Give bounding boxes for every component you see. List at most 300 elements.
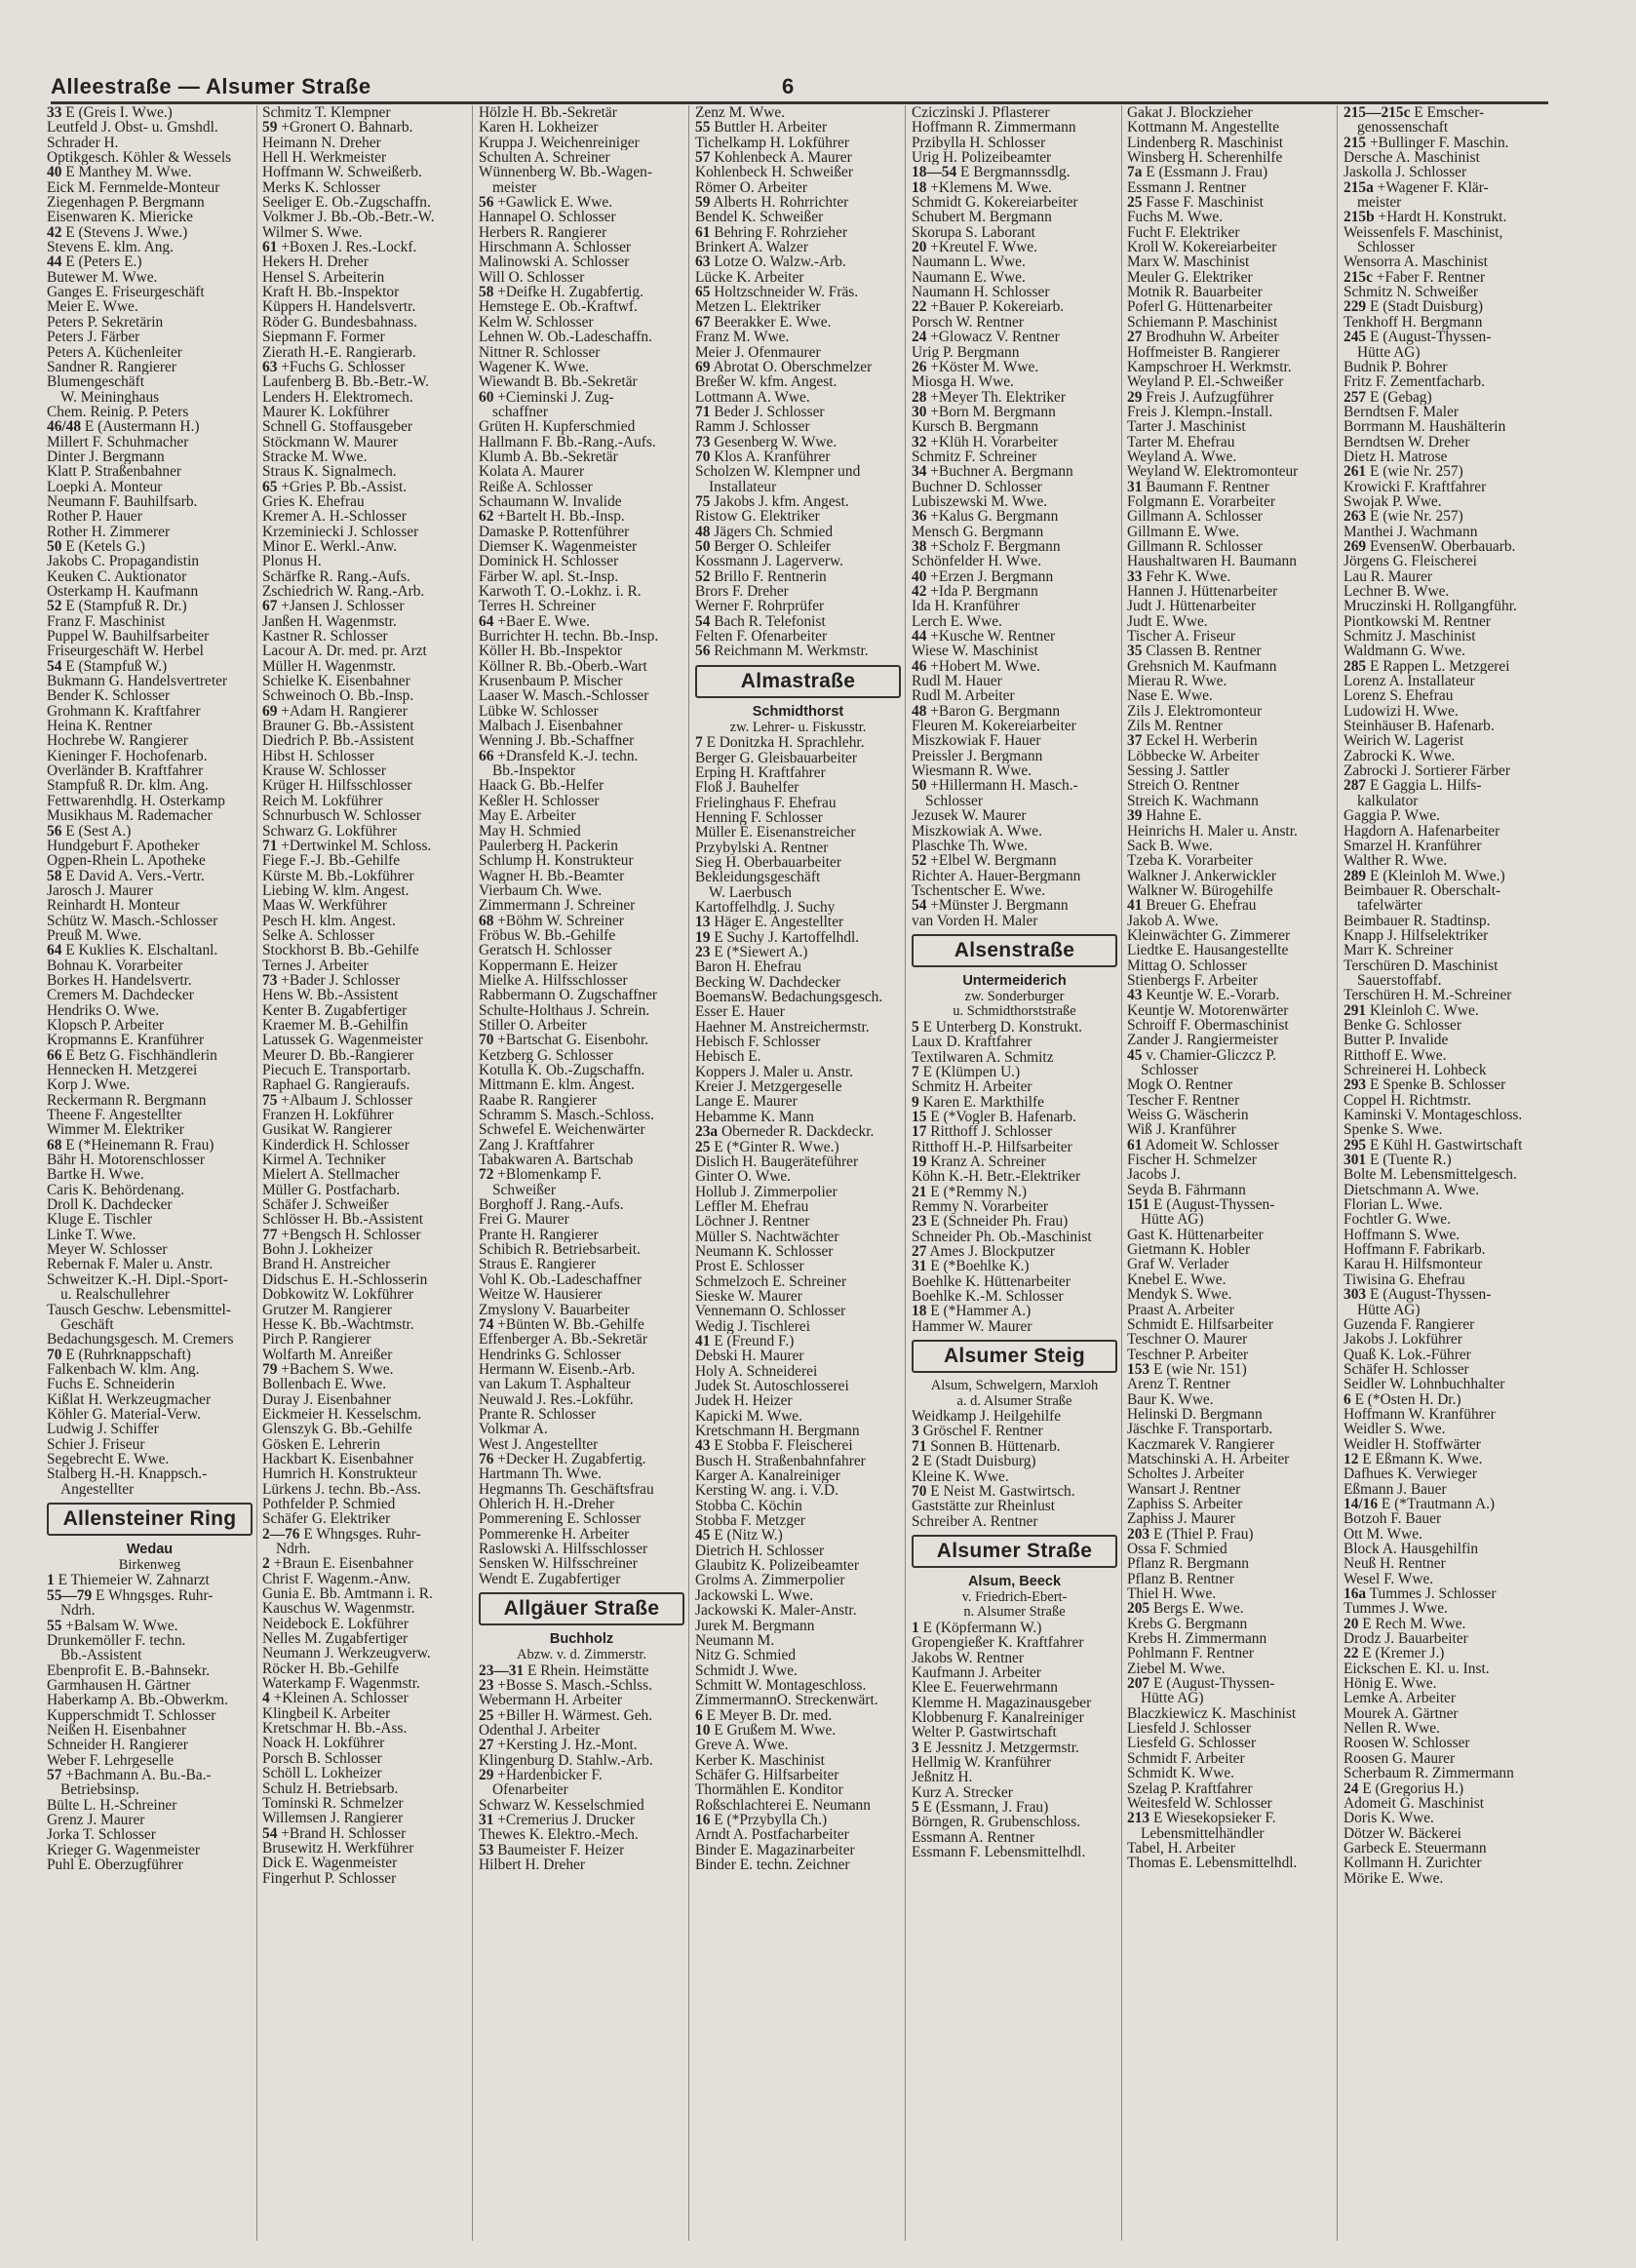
house-number: 66 (47, 1047, 62, 1063)
entry-text: Kaminski V. Montageschloss. (1344, 1108, 1523, 1123)
entry-text: Zang J. Kraftfahrer (479, 1137, 595, 1154)
directory-column-2 (262, 105, 473, 2241)
house-number: 50 (695, 538, 711, 555)
directory-entry (1344, 210, 1552, 224)
house-number: 54 (912, 898, 927, 914)
directory-entry (47, 1843, 253, 1857)
entry-text: Essmann F. Lebensmittelhdl. (912, 1845, 1086, 1860)
entry-text: schaffner (492, 404, 548, 420)
entry-text: Beimbauer R. Oberschalt- (1344, 882, 1501, 899)
directory-entry (262, 360, 468, 374)
directory-entry (1127, 1452, 1333, 1466)
directory-entry (912, 1830, 1117, 1845)
directory-entry (47, 688, 253, 703)
entry-text: Tummes J. Wwe. (1344, 1601, 1448, 1617)
directory-entry (1344, 1662, 1552, 1676)
directory-entry (912, 778, 1117, 793)
entry-text: +Kleinen A. Schlosser (273, 1691, 409, 1706)
directory-entry (479, 1723, 684, 1738)
directory-entry (1127, 450, 1333, 464)
entry-text: Kapicki M. Wwe. (695, 1408, 802, 1425)
directory-entry (479, 225, 684, 240)
entry-text: Lürkens J. techn. Bb.-Ass. (262, 1481, 421, 1497)
directory-entry (479, 1527, 684, 1542)
directory-entry (912, 1199, 1117, 1214)
directory-entry (695, 240, 901, 254)
entry-text: Kottmann M. Angestellte (1127, 120, 1280, 136)
entry-text: Dötzer W. Bäckerei (1344, 1825, 1461, 1841)
entry-text: Krebs H. Zimmermann (1127, 1631, 1267, 1647)
entry-text: +Adam H. Rangierer (281, 703, 408, 720)
entry-text: Leutfeld J. Obst- u. Gmshdl. (47, 120, 218, 136)
directory-entry (262, 614, 468, 629)
directory-entry (1127, 1317, 1333, 1332)
directory-entry (479, 1813, 684, 1827)
directory-entry (1344, 105, 1552, 120)
directory-entry (47, 509, 253, 524)
entry-text: Zabrocki K. Wwe. (1344, 748, 1456, 764)
directory-entry (695, 195, 901, 210)
house-number: 66 (479, 748, 494, 764)
entry-text: Matschinski A. H. Arbeiter (1127, 1451, 1290, 1467)
directory-entry (47, 1077, 253, 1092)
house-number: 30 (912, 404, 927, 420)
entry-text: Schneider Ph. Ob.-Maschinist (912, 1229, 1092, 1245)
entry-text: Kreier J. Metzgergeselle (695, 1079, 842, 1095)
house-number: 285 (1344, 658, 1367, 675)
house-number: 46 (912, 658, 927, 675)
house-number: 73 (262, 972, 278, 989)
directory-entry (1127, 494, 1333, 509)
street-heading: Alsumer Straße (912, 1535, 1117, 1568)
directory-entry (479, 105, 684, 120)
entry-text: Kirmel A. Techniker (262, 1153, 386, 1168)
directory-entry (47, 1466, 253, 1481)
directory-entry (695, 1094, 901, 1109)
house-number: 37 (1127, 733, 1143, 749)
entry-text: Rabbermann O. Zugschaffner (479, 988, 658, 1003)
directory-entry (47, 1452, 253, 1466)
directory-entry (47, 1753, 253, 1768)
entry-text: Malbach J. Eisenbahner (479, 719, 623, 734)
directory-entry (262, 1018, 468, 1033)
house-number: 55 (695, 120, 711, 136)
entry-text: Wenning J. Bb.-Schaffner (479, 733, 635, 749)
directory-entry (47, 299, 253, 314)
entry-text: E (Tuente R.) (1369, 1153, 1452, 1168)
directory-entry (1127, 1212, 1333, 1227)
directory-entry (47, 1648, 253, 1662)
entry-text: Schmidt J. Wwe. (695, 1662, 798, 1678)
directory-entry (695, 975, 901, 990)
house-number: 60 (479, 389, 494, 405)
directory-entry (479, 480, 684, 494)
house-number: 70 (912, 1483, 927, 1500)
entry-text: Eickschen E. Kl. u. Inst. (1344, 1661, 1490, 1677)
directory-entry (479, 315, 684, 330)
directory-entry (1344, 1018, 1552, 1033)
directory-entry (1127, 435, 1333, 450)
entry-text: Miszkowiak F. Hauer (912, 733, 1041, 749)
entry-text: E Whngsges. Ruhr- (96, 1587, 214, 1604)
directory-entry (262, 869, 468, 883)
entry-text: Bb.-Inspektor (492, 763, 576, 779)
directory-entry (1344, 1856, 1552, 1870)
entry-text: Berger O. Schleifer (714, 538, 832, 555)
entry-text: Marx W. Maschinist (1127, 254, 1250, 270)
directory-entry (262, 525, 468, 539)
directory-entry (1344, 480, 1552, 494)
directory-entry (47, 1782, 253, 1797)
entry-text: Hannapel O. Schlosser (479, 210, 616, 225)
entry-text: Ebenprofit E. B.-Bahnsekr. (47, 1662, 211, 1678)
house-number: 40 (912, 568, 927, 584)
directory-entry (1127, 1841, 1333, 1856)
directory-entry (262, 1317, 468, 1332)
entry-text: Kranz A. Schreiner (930, 1154, 1046, 1170)
entry-text: +Buchner A. Bergmann (930, 464, 1073, 480)
directory-entry (912, 1454, 1117, 1468)
directory-entry (912, 1259, 1117, 1273)
entry-text: meister (1357, 195, 1402, 211)
directory-entry (479, 1348, 684, 1362)
directory-entry (1127, 629, 1333, 644)
directory-entry (479, 1857, 684, 1872)
directory-entry (262, 1736, 468, 1750)
entry-text: Boehlke K. Hüttenarbeiter (912, 1273, 1071, 1290)
entry-text: Wiß J. Kranführer (1127, 1122, 1236, 1138)
directory-entry (479, 1768, 684, 1782)
entry-text: Kolata A. Maurer (479, 464, 585, 480)
entry-text: Ziegenhagen P. Bergmann (47, 195, 205, 211)
directory-entry (1127, 299, 1333, 314)
directory-entry (1344, 839, 1552, 853)
directory-entry (912, 1439, 1117, 1454)
entry-text: E (August-Thyssen- (1152, 1197, 1275, 1213)
entry-text: Jaskolla J. Schlosser (1344, 165, 1467, 180)
entry-text: Guzenda F. Rangierer (1344, 1316, 1475, 1333)
entry-text: E (August-Thyssen- (1152, 1676, 1275, 1692)
entry-text: Schneider H. Rangierer (47, 1738, 188, 1753)
directory-entry (479, 749, 684, 763)
directory-entry (262, 763, 468, 778)
entry-text: +Kersting J. Hz.-Mont. (497, 1738, 638, 1753)
entry-text: Waldmann G. Wwe. (1344, 644, 1465, 659)
directory-entry (1127, 1362, 1333, 1377)
entry-text: +Böhm W. Schreiner (497, 913, 624, 928)
entry-text: +Bachem S. Wwe. (281, 1361, 394, 1378)
entry-text: van Lakum T. Asphalteur (479, 1377, 631, 1392)
directory-entry (695, 735, 901, 750)
entry-text: Stevens E. klm. Ang. (47, 240, 174, 255)
entry-text: E (Gebag) (1369, 389, 1432, 405)
entry-text: Ofenarbeiter (492, 1782, 568, 1798)
directory-entry (47, 794, 253, 808)
entry-text: Meuler G. Elektriker (1127, 269, 1253, 286)
entry-text: Theene F. Angestellter (47, 1108, 182, 1123)
entry-text: Zabrocki J. Sortierer Färber (1344, 763, 1510, 779)
entry-text: Holy A. Schneiderei (695, 1363, 818, 1379)
house-number: 36 (912, 509, 927, 525)
entry-text: +Dertwinkel M. Schloss. (281, 838, 432, 854)
entry-text: Stampfuß R. Dr. klm. Ang. (47, 778, 209, 794)
entry-text: Buttler H. Arbeiter (714, 120, 828, 136)
entry-text: Butewer M. Wwe. (47, 269, 158, 286)
directory-entry (1344, 1781, 1552, 1796)
directory-entry (262, 808, 468, 823)
directory-entry (262, 195, 468, 210)
entry-text: Haushaltwaren H. Baumann (1127, 554, 1297, 569)
entry-text: Schreiber A. Rentner (912, 1513, 1038, 1529)
entry-text: Schütz W. Masch.-Schlosser (47, 913, 218, 928)
directory-entry (1127, 165, 1333, 179)
entry-text: E (*Trautmann A.) (1381, 1496, 1496, 1512)
house-number: 17 (912, 1124, 927, 1140)
directory-entry (1344, 554, 1552, 568)
directory-entry (695, 780, 901, 795)
directory-entry (1344, 1197, 1552, 1212)
entry-text: Weidkamp J. Heilgehilfe (912, 1409, 1062, 1425)
house-number: 29 (479, 1767, 494, 1783)
directory-entry (262, 1452, 468, 1466)
directory-entry (47, 1167, 253, 1182)
directory-entry (262, 704, 468, 719)
entry-text: Zschiedrich W. Rang.-Arb. (262, 584, 425, 600)
entry-text: Hebisch F. Schlosser (695, 1035, 821, 1050)
entry-text: +Meyer Th. Elektriker (930, 389, 1066, 405)
street-location-note: u. Schmidthorststraße (953, 1003, 1076, 1020)
entry-text: Tenkhoff H. Bergmann (1344, 314, 1483, 331)
entry-text: Raslowski A. Hilfsschlosser (479, 1542, 648, 1557)
directory-entry (1127, 1466, 1333, 1481)
entry-text: E (Austermann H.) (84, 419, 200, 435)
directory-entry (912, 704, 1117, 719)
directory-entry (1127, 136, 1333, 150)
entry-text: +Bünten W. Bb.-Gehilfe (497, 1316, 644, 1333)
entry-text: Wagner H. Bb.-Beamter (479, 868, 625, 883)
directory-entry (47, 1813, 253, 1827)
entry-text: Wansart J. Rentner (1127, 1481, 1241, 1497)
house-number: 70 (479, 1033, 494, 1048)
directory-entry (1344, 1452, 1552, 1466)
directory-entry (1344, 1706, 1552, 1721)
directory-entry (262, 120, 468, 135)
directory-entry (262, 1437, 468, 1452)
directory-entry (262, 839, 468, 853)
entry-text: Drodz J. Bauarbeiter (1344, 1631, 1468, 1647)
directory-entry (1127, 1572, 1333, 1586)
entry-text: Fiege F.-J. Bb.-Gehilfe (262, 853, 401, 869)
entry-text: Schnurbusch W. Schlosser (262, 808, 421, 824)
directory-entry (262, 644, 468, 658)
entry-text: Volkmer J. Bb.-Ob.-Betr.-W. (262, 210, 435, 225)
directory-entry (47, 315, 253, 330)
entry-text: +Kusche W. Rentner (930, 629, 1056, 645)
directory-entry (47, 1033, 253, 1047)
directory-entry (695, 1424, 901, 1438)
directory-entry (262, 928, 468, 943)
entry-text: +Erzen J. Bergmann (930, 568, 1054, 584)
directory-entry (695, 599, 901, 613)
entry-text: Schier J. Friseur (47, 1436, 145, 1452)
entry-text: Effenberger A. Bb.-Sekretär (479, 1332, 647, 1348)
entry-text: Butter P. Invalide (1344, 1033, 1449, 1048)
entry-text: Hemstege E. Ob.-Kraftwf. (479, 299, 638, 315)
house-number: 62 (479, 509, 494, 525)
entry-text: Kretschmar H. Bb.-Ass. (262, 1721, 408, 1737)
directory-entry (262, 1348, 468, 1362)
directory-entry (47, 988, 253, 1002)
directory-entry (1344, 1138, 1552, 1153)
directory-entry (262, 1601, 468, 1616)
entry-text: Grenz J. Maurer (47, 1812, 145, 1828)
entry-text: E Wiesekopsieker F. (1152, 1811, 1276, 1826)
directory-entry (479, 869, 684, 883)
directory-entry (47, 778, 253, 793)
entry-text: Hebamme K. Mann (695, 1109, 814, 1125)
directory-entry (479, 1708, 684, 1723)
entry-text: Löbbecke W. Arbeiter (1127, 748, 1260, 764)
directory-entry (695, 464, 901, 479)
house-number: 6 (1344, 1391, 1351, 1407)
directory-entry (1127, 525, 1333, 539)
entry-text: +Braun E. Eisenbahner (273, 1556, 413, 1572)
entry-text: Thormählen E. Konditor (695, 1782, 843, 1798)
entry-text: E Gaggia L. Hilfs- (1369, 778, 1482, 794)
district-name: Untermeiderich (962, 972, 1067, 989)
entry-text: Hütte AG) (1357, 1302, 1421, 1317)
entry-text: Schmitz J. Maschinist (1344, 629, 1476, 645)
entry-text: Lerch E. Wwe. (912, 613, 1002, 630)
entry-text: Wendt E. Zugabfertiger (479, 1571, 621, 1587)
directory-entry (47, 763, 253, 778)
entry-text: Cziczinski J. Pflasterer (912, 105, 1050, 121)
directory-entry (479, 285, 684, 299)
house-number: 14/16 (1344, 1496, 1379, 1512)
entry-text: Färber W. apl. St.-Insp. (479, 568, 619, 584)
entry-text: Dafhues K. Verwieger (1344, 1466, 1477, 1482)
entry-text: Lacour A. Dr. med. pr. Arzt (262, 644, 427, 659)
directory-entry (47, 210, 253, 224)
entry-text: Jakobs W. Rentner (912, 1650, 1024, 1665)
entry-text: Mourek A. Gärtner (1344, 1705, 1459, 1722)
directory-entry (262, 435, 468, 450)
directory-entry (1344, 330, 1552, 344)
directory-entry (912, 1244, 1117, 1259)
entry-text: Naumann H. Schlosser (912, 285, 1050, 300)
directory-entry (1127, 988, 1333, 1002)
directory-entry (262, 1542, 468, 1556)
directory-entry (695, 225, 901, 240)
directory-entry (695, 390, 901, 405)
directory-entry (1127, 1586, 1333, 1601)
entry-text: Hendriks O. Wwe. (47, 1002, 160, 1018)
directory-entry (1127, 1527, 1333, 1542)
directory-entry (912, 1635, 1117, 1650)
entry-text: Mittmann E. klm. Angest. (479, 1077, 635, 1093)
directory-entry (1344, 674, 1552, 688)
directory-entry (1344, 1063, 1552, 1077)
directory-entry (1127, 1392, 1333, 1407)
entry-text: Jorka T. Schlosser (47, 1827, 156, 1843)
directory-entry (479, 1843, 684, 1857)
directory-entry (1127, 1257, 1333, 1271)
directory-entry (47, 150, 253, 165)
directory-entry (695, 210, 901, 224)
entry-text: Stobba F. Metzger (695, 1513, 805, 1529)
entry-text: Schmidt K. Wwe. (1127, 1766, 1235, 1781)
directory-entry (479, 1033, 684, 1047)
entry-text: Walther R. Wwe. (1344, 853, 1448, 869)
entry-text: Weissenfels F. Maschinist, (1344, 224, 1503, 241)
directory-entry (479, 808, 684, 823)
directory-entry (47, 1108, 253, 1122)
entry-text: Debski H. Maurer (695, 1349, 804, 1364)
entry-text: Hoffmann W. Kranführer (1344, 1406, 1496, 1423)
directory-entry (695, 959, 901, 974)
directory-entry (47, 1197, 253, 1212)
directory-entry (262, 1841, 468, 1856)
directory-entry (695, 885, 901, 900)
entry-text: Laaser W. Masch.-Schlosser (479, 688, 649, 704)
entry-text: Sensken W. Hilfsschreiner (479, 1556, 638, 1572)
entry-text: Fettwarenhdlg. H. Osterkamp (47, 793, 225, 809)
entry-text: Terres H. Schreiner (479, 599, 596, 614)
directory-entry (262, 1556, 468, 1571)
directory-entry (47, 1332, 253, 1347)
entry-text: Classen B. Rentner (1146, 644, 1262, 659)
entry-text: Fucht F. Elektriker (1127, 224, 1240, 241)
directory-entry (1344, 180, 1552, 195)
directory-entry (262, 569, 468, 584)
entry-text: +Bartschat G. Eisenbohr. (497, 1033, 649, 1048)
house-number: 55—79 (47, 1587, 93, 1604)
directory-entry (695, 315, 901, 330)
house-number: 207 (1127, 1676, 1150, 1692)
directory-entry (47, 1257, 253, 1271)
entry-text: Schweißer (492, 1182, 556, 1198)
entry-text: Roosen W. Schlosser (1344, 1736, 1470, 1751)
entry-text: Geschäft (60, 1316, 114, 1333)
entry-text: Textilwaren A. Schmitz (912, 1049, 1054, 1065)
directory-entry (695, 165, 901, 179)
house-number: 25 (695, 1139, 711, 1154)
entry-text: Neuwald J. Res.-Lokführ. (479, 1391, 634, 1407)
directory-entry (262, 733, 468, 748)
directory-entry (47, 824, 253, 839)
entry-text: Tarter M. Ehefrau (1127, 434, 1235, 450)
house-number: 59 (262, 120, 278, 136)
directory-entry (1344, 1362, 1552, 1377)
directory-entry (262, 1257, 468, 1271)
entry-text: Hell H. Werkmeister (262, 150, 387, 166)
house-number: 289 (1344, 868, 1367, 883)
entry-text: Esser E. Hauer (695, 1004, 785, 1020)
entry-text: Leffler M. Ehefrau (695, 1198, 809, 1215)
entry-text: Lenders H. Elektromech. (262, 389, 413, 405)
directory-entry (479, 1678, 684, 1693)
directory-entry (912, 150, 1117, 165)
directory-entry (47, 105, 253, 120)
entry-text: Wiese W. Maschinist (912, 644, 1038, 659)
directory-entry (695, 1782, 901, 1797)
entry-text: Hannen J. Hüttenarbeiter (1127, 584, 1278, 600)
entry-text: +Born M. Bergmann (930, 404, 1056, 420)
entry-text: Reichmann M. Werkmstr. (714, 644, 869, 659)
entry-text: Jacobs J. (1127, 1167, 1181, 1183)
entry-text: Blaczkiewicz K. Maschinist (1127, 1705, 1297, 1722)
entry-text: Mogk O. Rentner (1127, 1077, 1233, 1093)
